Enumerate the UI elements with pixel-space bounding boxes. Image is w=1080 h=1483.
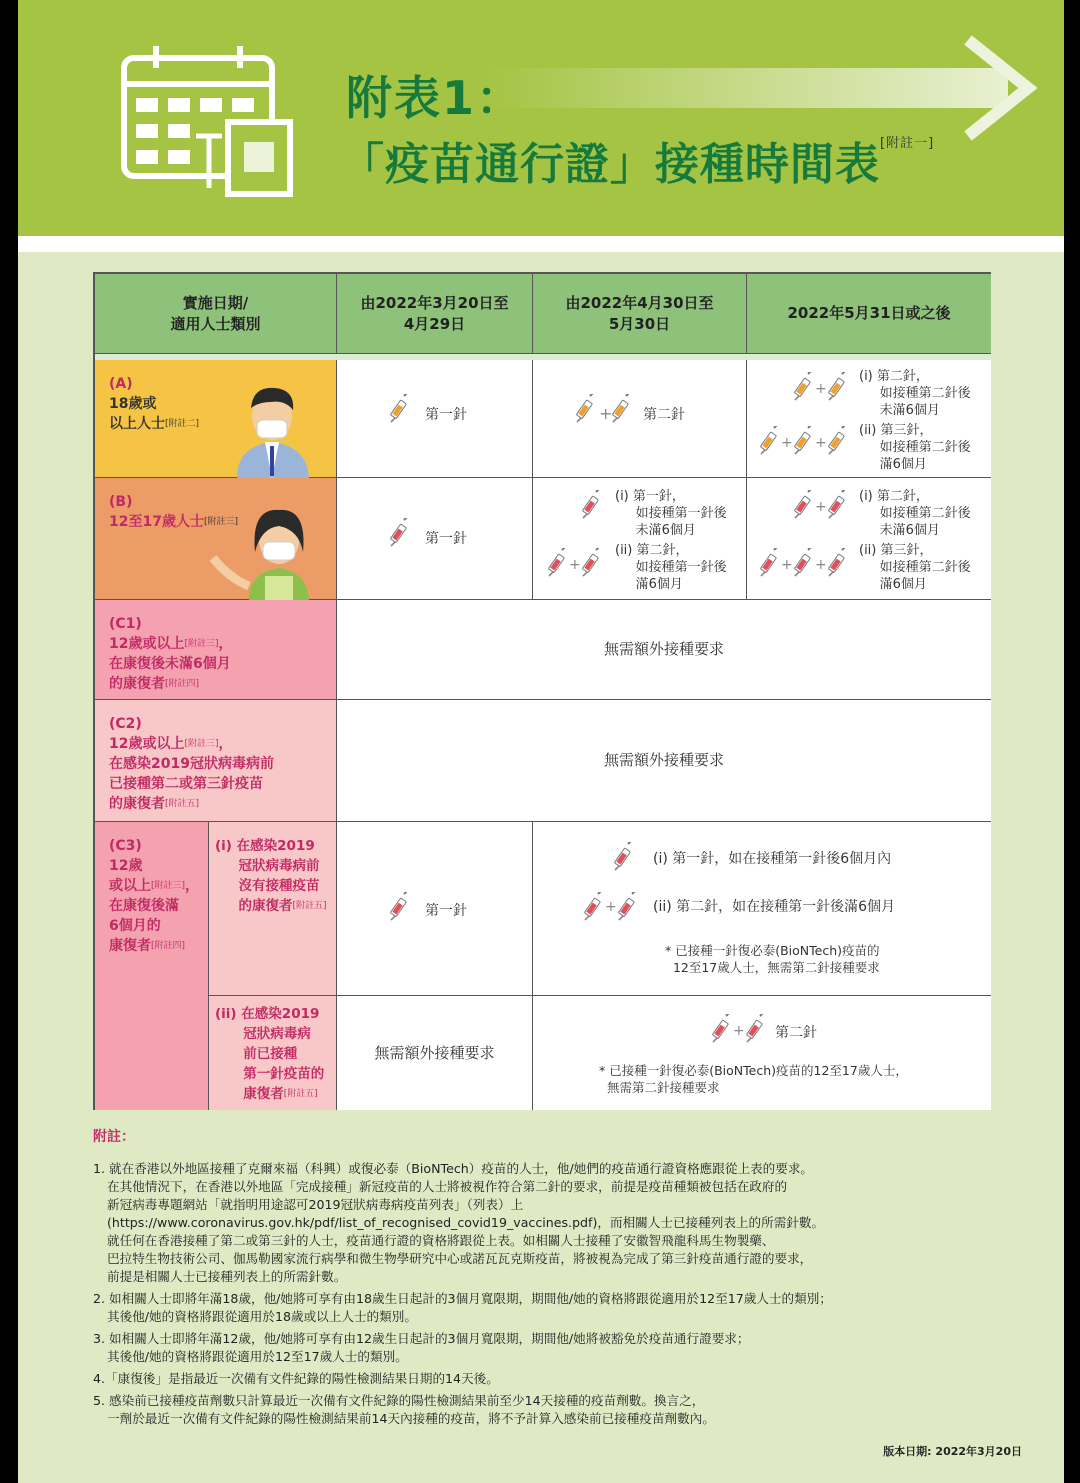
page-title-line2: 「疫苗通行證」接種時間表[附註一] [340,136,935,190]
calendar-syringe-icon [116,38,316,198]
teen-girl-illustration [199,496,329,600]
syringe-icon [827,372,853,406]
table-header-period3: 2022年5月31日或之後 [747,274,991,354]
row-b-text: 12至17歲人士 [109,514,204,530]
row-b-label [95,478,337,600]
document-page [18,0,1064,1483]
row-c3-sub-ii-period23: + 第二針 * 已接種一針復必泰(BioNTech)疫苗的12至17歲人士， 無需第二針接種要求 [533,996,991,1110]
row-a-text: 18歲或 以上人士 [109,396,165,432]
row-c2-label: (C2) 12歲或以上[附註三]， 在感染2019冠狀病毒病前 已接種第二或第三針疫苗 的康復者[附註五] [95,700,337,822]
plus-icon: + [815,435,827,451]
row-b-dose3-ii: (ii) 第三針， 如接種第二針後 滿6個月 [859,543,971,592]
table-header-period1: 由2022年3月20日至 4月29日 [337,274,533,354]
row-c3-sub-i-period1: 第一針 [337,822,533,996]
row-a-dose3-ii: (ii) 第三針， 如接種第二針後 滿6個月 [859,423,971,472]
row-c3-sub-ii-period1: 無需額外接種要求 [337,996,533,1110]
row-a-note: [附註二] [165,419,200,429]
title-banner [18,0,1064,236]
row-b-code: (B) [109,494,133,510]
row-b-dose1: 第一針 [425,531,467,547]
row-b-dose2-i: (i) 第一針， 如接種第一針後 未滿6個月 [615,489,727,538]
row-c2-content: 無需額外接種要求 [337,700,991,822]
adult-man-illustration [227,376,317,478]
row-b-period3: + (i) 第二針， 如接種第二針後 未滿6個月 + + (ii) 第三針， 如接種第二針後 滿6個月 [747,478,991,600]
version-date: 版本日期: 2022年3月20日 [883,1445,1022,1458]
row-c1-content: 無需額外接種要求 [337,600,991,700]
row-c3-label: (C3) 12歲 或以上[附註三]， 在康復後滿 6個月的 康復者[附註四] [95,822,209,1110]
row-a-period2 [533,360,747,478]
footnote-4: 4.「康復後」是指最近一次備有文件紀錄的陽性檢測結果日期的14天後。 [93,1371,499,1386]
plus-icon: + [815,381,827,397]
page-title-line1: 附表1： [346,71,525,125]
footnote-2: 2. 如相關人士即將年滿18歲，他/她將可享有由18歲生日起計的3個月寬限期，期間他/她的資格將跟從適用於12至17歲人士的類別； 其後他/她的資格將跟從適用於18歲或以上人士的類別。 [93,1291,832,1324]
row-a-dose3-i: (i) 第二針， 如接種第二針後 未滿6個月 [859,369,971,418]
row-b-dose3-i: (i) 第二針， 如接種第二針後 未滿6個月 [859,489,971,538]
row-a-dose2: 第二針 [643,407,685,423]
plus-icon: + [599,404,613,423]
footnote-3: 3. 如相關人士即將年滿12歲，他/她將可享有由12歲生日起計的3個月寬限期，期間他/她將被豁免於疫苗通行證要求； 其後他/她的資格將跟從適用於12至17歲人士的類別。 [93,1331,750,1364]
row-a-dose1: 第一針 [425,407,467,423]
footnote-5: 5. 感染前已接種疫苗劑數只計算最近一次備有文件紀錄的陽性檢測結果前至少14天接種的疫苗劑數。換言之， 一劑於最近一次備有文件紀錄的陽性檢測結果前14天內接種的疫苗，將不予計算入感染前已接種疫苗劑數內。 [93,1393,715,1426]
footnote-1: 1. 就在香港以外地區接種了克爾來福（科興）或復必泰（BioNTech）疫苗的人士，他/她們的疫苗通行證資格應跟從上表的要求。 在其他情況下，在香港以外地區「完成接種」新冠疫苗的人士將被視作符合第二針的要求，前提是疫苗種類被包括在政府的 新冠病毒專題網站「就指明用途認可2019冠狀病毒病疫苗列表」（列表）上 (https://www.coronavirus.gov.hk/pdf/list_of_recognised_covid19_vaccines.pdf)，而相關人士已接種列表上的所需針數。 就任何在香港接種了第二或第三針的人士，疫苗通行證的資格將跟從上表。如相關人士接種了安徽智飛龍科馬生物製藥、 巴拉特生物技術公司、伽馬勒國家流行病學和微生物學研究中心或諾瓦瓦克斯疫苗，將被視為完成了第三針疫苗通行證的要求， 前提是相關人士已接種列表上的所需針數。 [93,1161,825,1284]
row-b-period1 [337,478,533,600]
footnotes [93,1128,973,1432]
syringe-icon [575,394,601,428]
row-a-period3 [747,360,991,478]
schedule-table [93,272,991,1110]
row-b-dose2-ii: (ii) 第二針， 如接種第一針後 滿6個月 [615,543,727,592]
row-a-label [95,360,337,478]
row-c3-sub-i-period23: (i) 第一針，如在接種第一針後6個月內 + (ii) 第二針，如在接種第一針後滿6個月 * 已接種一針復必泰(BioNTech)疫苗的 12至17歲人士，無需第二針接種要求 [533,822,991,996]
plus-icon: + [781,435,793,451]
table-header-category: 實施日期/ 適用人士類別 [95,274,337,354]
row-a-code: (A) [109,376,133,392]
footnotes-heading: 附註： [93,1129,135,1145]
row-b-note: [附註三] [203,517,238,527]
table-header-period2: 由2022年4月30日至 5月30日 [533,274,747,354]
row-c3-sub-i-label: (i) 在感染2019 冠狀病毒病前 沒有接種疫苗 的康復者[附註五] [209,822,337,996]
row-b-period2: (i) 第一針， 如接種第一針後 未滿6個月 + (ii) 第二針， 如接種第一針後 滿6個月 [533,478,747,600]
row-c1-label: (C1) 12歲或以上[附註三]， 在康復後未滿6個月 的康復者[附註四] [95,600,337,700]
divider-strip [18,236,1064,252]
syringe-icon [827,426,853,460]
syringe-icon [389,394,415,428]
syringe-icon [611,394,637,428]
row-c3-sub-ii-label: (ii) 在感染2019 冠狀病毒病 前已接種 第一針疫苗的 康復者[附註五] [209,996,337,1110]
row-a-period1 [337,360,533,478]
title-note: [附註一] [880,136,935,151]
